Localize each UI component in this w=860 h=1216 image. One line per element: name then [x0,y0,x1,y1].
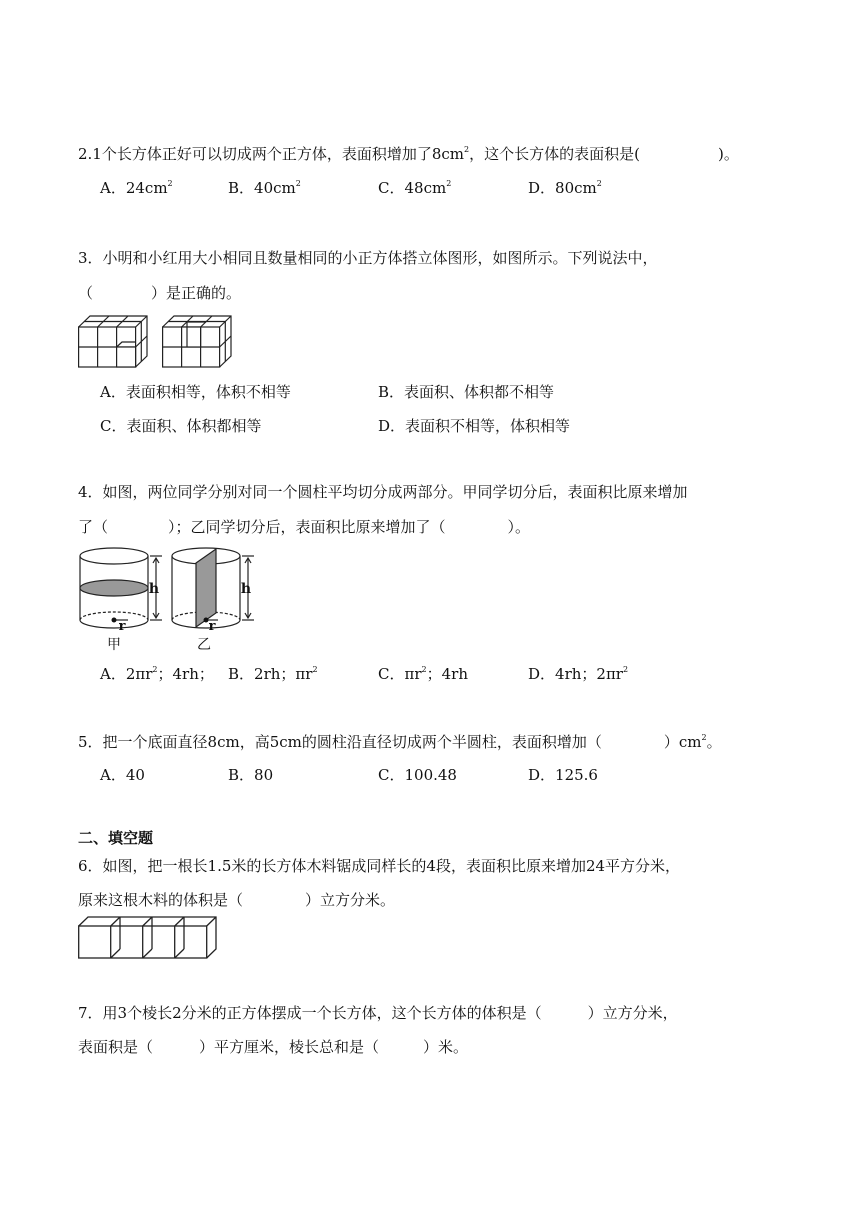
q4-option-d[interactable] [528,664,628,684]
q2-option-c[interactable] [378,178,451,198]
q7-stem-line2 [78,1037,468,1057]
q4-option-c-sup: 2 [421,665,427,674]
q2-option-a-text: A．24cm [100,179,168,197]
q3-option-d[interactable]: D．表面积不相等，体积相等 [378,417,571,435]
q4-option-b[interactable] [228,664,318,684]
q7-stem-part4: ）平方厘米，棱长总和是（ [199,1038,380,1056]
section-fill-in-title: 二、填空题 [78,829,154,847]
q6-stem-part2: ）立方分米。 [305,891,396,909]
q3-figure-xiaohong-cubes [162,314,232,368]
q4-option-a-text: A．2πr [100,665,153,683]
q2-option-b[interactable] [228,178,301,198]
q3-option-b[interactable]: B．表面积、体积都不相等 [378,383,555,401]
q3-stem-line1: 3．小明和小红用大小相同且数量相同的小正方体搭立体图形，如图所示。下列说法中， [78,249,658,267]
q4-yi-r-label: r [208,619,216,634]
q2-option-a[interactable] [100,178,173,198]
q2-option-b-sup: 2 [295,179,301,188]
q2-stem-part3: )。 [717,145,739,163]
q5-stem [78,732,722,752]
q2-option-c-sup: 2 [446,179,452,188]
q3-option-c[interactable]: C．表面积、体积都相等 [100,417,262,435]
q7-stem-part2: ）立方分米， [587,1004,678,1022]
q6-figure-wood-segments [78,916,218,960]
q4-jia-h-label: h [148,581,160,597]
q4-stem-part2: ）；乙同学切分后，表面积比原来增加了（ [168,518,446,536]
q7-stem-part1: 7．用3个棱长2分米的正方体摆成一个长方体，这个长方体的体积是（ [78,1004,542,1022]
q5-option-a[interactable]: A．40 [100,766,145,784]
q7-stem-line1 [78,1003,678,1023]
q4-figure-cylinder-jia [78,546,170,656]
q5-option-b[interactable]: B．80 [228,766,274,784]
q5-option-d[interactable]: D．125.6 [528,766,598,784]
q4-option-d-sup: 2 [622,665,629,674]
q4-option-c-text: C．πr [378,665,422,683]
q4-option-b-text: B．2rh；πr [228,665,313,683]
q4-stem-line2 [78,517,530,537]
q2-option-d[interactable] [528,178,602,198]
q2-stem-part1: 2.1个长方体正好可以切成两个正方体，表面积增加了8cm [78,145,465,163]
q6-stem-part1: 原来这根木料的体积是（ [78,891,244,909]
q3-option-a[interactable]: A．表面积相等，体积不相等 [100,383,291,401]
q5-stem-part2: ）cm [663,733,702,751]
q2-stem-sup: 2 [464,145,470,154]
q4-yi-h-label: h [240,581,252,597]
q5-stem-part3: 。 [706,733,722,751]
q5-stem-part1: 5．把一个底面直径8cm，高5cm的圆柱沿直径切成两个半圆柱，表面积增加（ [78,733,602,751]
q4-yi-caption: 乙 [197,637,211,653]
q3-stem-line2 [78,283,241,303]
q2-option-d-sup: 2 [596,179,602,188]
q4-stem-line1: 4．如图，两位同学分别对同一个圆柱平均切分成两部分。甲同学切分后，表面积比原来增加 [78,483,688,501]
q2-option-b-text: B．40cm [228,179,296,197]
q4-option-a-tail: ；4rh； [157,665,214,683]
q7-stem-part3: 表面积是（ [78,1038,154,1056]
q4-option-c[interactable] [378,664,468,684]
q4-option-a[interactable] [100,664,214,684]
q4-stem-part3: ）。 [507,518,531,536]
q5-option-c[interactable]: C．100.48 [378,766,457,784]
q4-option-d-text: D．4rh；2πr [528,665,623,683]
q3-figure-xiaoming-cubes [78,314,148,368]
q2-stem-part2: ，这个长方体的表面积是( [469,145,640,163]
q4-stem-part1: 了（ [78,518,109,536]
q2-option-a-sup: 2 [167,179,173,188]
q6-stem-line1: 6．如图，把一根长1.5米的长方体木料锯成同样长的4段，表面积比原来增加24平方分米， [78,857,681,875]
q7-stem-part5: ）米。 [423,1038,469,1056]
q3-paren-open: （ [78,284,94,302]
q4-option-a-sup: 2 [152,665,158,674]
q4-option-b-sup: 2 [312,665,318,674]
q5-stem-sup: 2 [701,733,707,742]
q3-paren-close: ）是正确的。 [151,284,242,302]
q4-figure-cylinder-yi [170,546,262,656]
q2-option-c-text: C．48cm [378,179,447,197]
q6-stem-line2 [78,890,395,910]
q4-jia-caption: 甲 [107,637,121,653]
q4-option-c-tail: ；4rh [426,665,468,683]
q2-stem [78,144,739,164]
q2-option-d-text: D．80cm [528,179,597,197]
q4-jia-r-label: r [118,619,126,634]
